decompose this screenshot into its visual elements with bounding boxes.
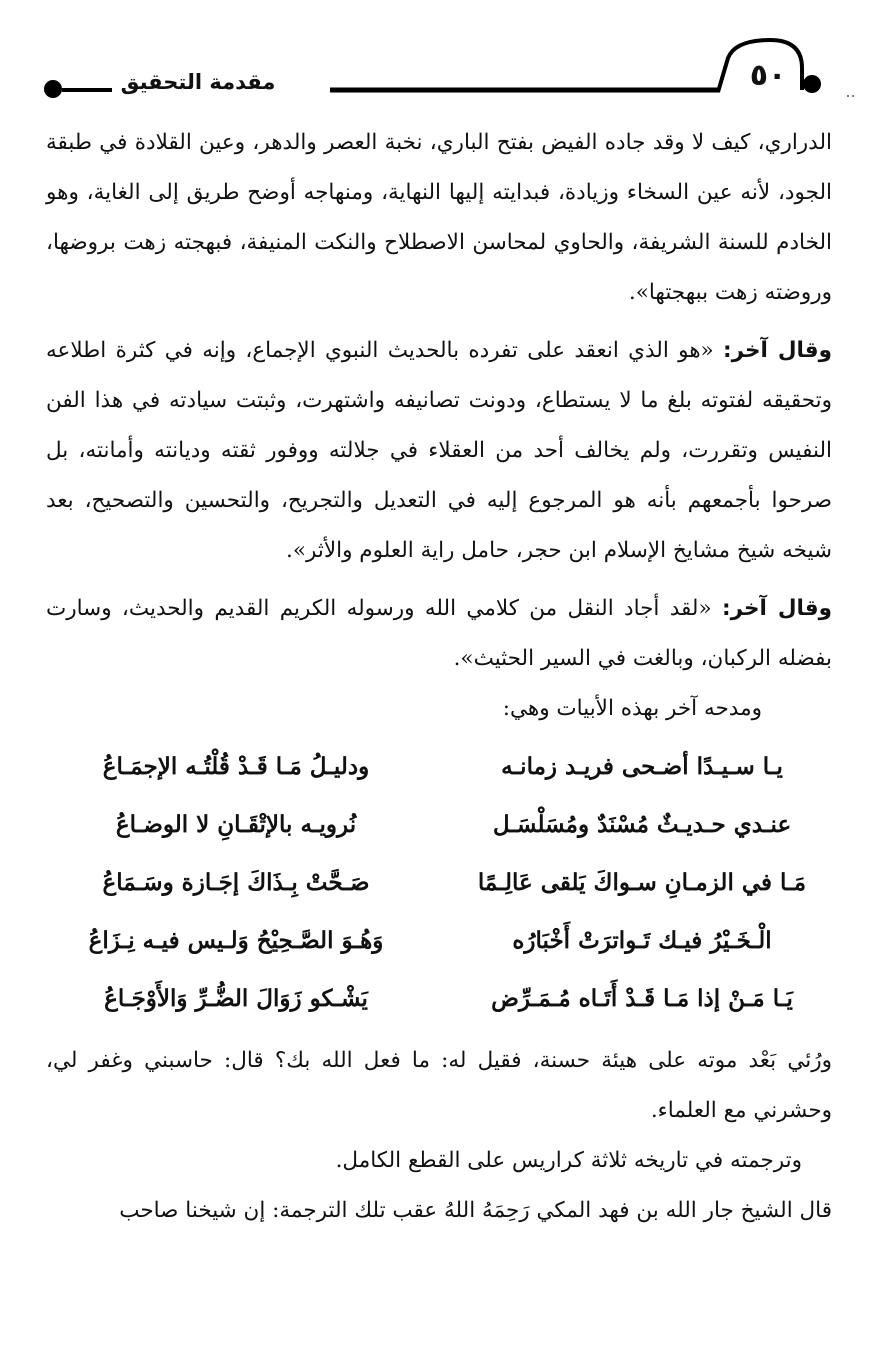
poem-first-hemistich: الْـخَـيْرُ فيـك تَـواترَتْ أَخْبَارُه (512, 927, 772, 954)
poem-second-hemistich: ودليـلُ مَـا قَـدْ قُلْتُـه الإجمَـاعُ (102, 753, 370, 780)
poem (46, 738, 832, 1028)
paragraph-1: الدراري، كيف لا وقد جاده الفيض بفتح الباري، نخبة العصر والدهر، وعين القلادة في طبقة الجود، لأنه عين السخاء وزيادة، فبدايته إليها النهاية، ومنهاجه أوضح طريق إلى الغاية، وهو الخادم للسنة الشريفة، والحاوي لمحاسن الاصطلاح والنكت المنيفة، فبهجته زهت بروضها، وروضته زهت ببهجتها». (46, 130, 832, 305)
poem-line (46, 854, 832, 912)
paragraph-5: ورُئي بَعْد موته على هيئة حسنة، فقيل له: ما فعل الله بك؟ قال: حاسبني وغفر لي، وحشرني مع العلماء. (46, 1048, 832, 1123)
page-number: ٥٠ (749, 58, 787, 93)
running-title: مقدمة التحقيق (120, 70, 276, 94)
poem-line (46, 912, 832, 970)
paragraph-2 (46, 326, 832, 576)
speaker-label: وقال آخر: (723, 338, 832, 363)
poem-first-hemistich: يـا سـيـدًا أضـحى فريـد زمانـه (501, 753, 783, 780)
poem-first-hemistich: يَـا مَـنْ إذا مَـا قَـدْ أَتَـاه مُـمَـرِّض (491, 985, 793, 1012)
poem-intro: ومدحه آخر بهذه الأبيات وهي: (502, 696, 762, 721)
quote-text: «هو الذي انعقد على تفرده بالحديث النبوي الإجماع، وإنه في كثرة اطلاعه وتحقيقه لفتوته بلغ ما لا يستطاع، ودونت تصانيفه واشتهرت، وثبتت سيادته في هذا الفن النفيس وتقررت، ولم يخالف أحد من العقلاء في جلالته ووفور ثقته وديانته وأمانته، بل صرحوا بأجمعهم بأنه هو المرجوع إليه في التعديل والتجريح، والتحسين والتصحيح، بعد شيخه شيخ مشايخ الإسلام ابن حجر، حامل راية العلوم والأثر». (46, 338, 832, 563)
speaker-label: وقال آخر: (721, 596, 832, 621)
paragraph-3 (46, 584, 832, 684)
paragraph-6: وترجمته في تاريخه ثلاثة كراريس على القطع الكامل. (335, 1148, 802, 1173)
quote-text: «لقد أجاد النقل من كلامي الله ورسوله الكريم القديم والحديث، وسارت بفضله الركبان، وبالغت في السير الحثيث». (46, 596, 832, 671)
poem-line (46, 738, 832, 796)
poem-first-hemistich: مَـا في الزمـانِ سـواكَ يَلقى عَالِـمًا (477, 869, 807, 896)
page-content (46, 118, 832, 1236)
poem-second-hemistich: نُرويـه بالإتْقَـانِ لا الوضـاعُ (115, 811, 357, 838)
paragraph-7: قال الشيخ جار الله بن فهد المكي رَحِمَهُ اللهُ عقب تلك الترجمة: إن شيخنا صاحب (119, 1198, 832, 1223)
poem-second-hemistich: صَـحَّتْ بِـذَاكَ إجَـازة وسَـمَاعُ (102, 869, 370, 896)
poem-line (46, 796, 832, 854)
poem-second-hemistich: يَشْـكو زَوَالَ الضُّـرِّ وَالأَوْجَـاعُ (104, 985, 368, 1012)
poem-second-hemistich: وَهُـوَ الصَّـحِيْحُ وَلـيس فيـه نِـزَاعُ (88, 927, 384, 954)
poem-first-hemistich: عنـدي حـديـثٌ مُسْنَدٌ ومُسَلْسَـل (492, 811, 792, 838)
page-header (0, 0, 879, 130)
poem-line (46, 970, 832, 1028)
